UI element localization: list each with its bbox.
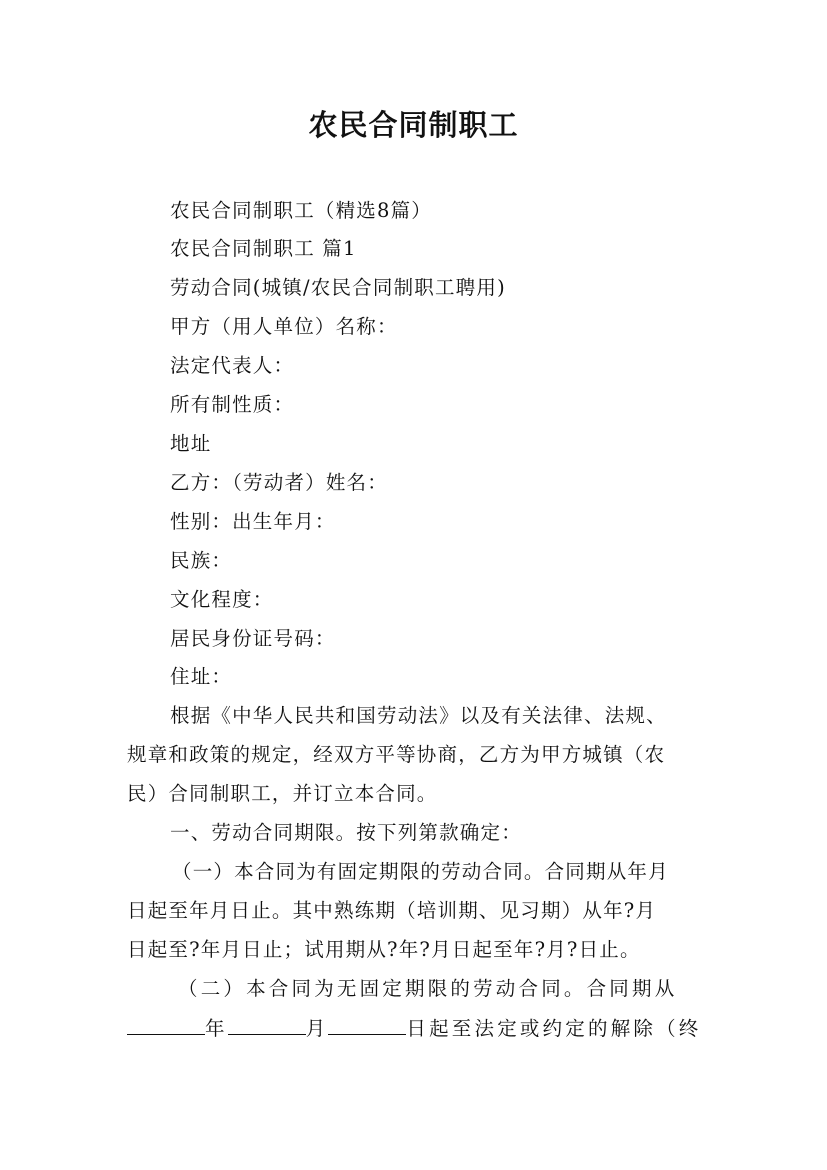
party-a-name: 甲方（用人单位）名称： <box>170 315 398 338</box>
id-number: 居民身份证号码： <box>170 627 336 650</box>
ownership-nature: 所有制性质： <box>170 393 295 416</box>
party-b-name: 乙方：（劳动者）姓名： <box>170 471 388 494</box>
date-fill-line <box>127 1016 702 1041</box>
paragraph-line: （一）本合同为有固定期限的劳动合同。合同期从年月 <box>172 860 669 883</box>
clause-heading: 一、劳动合同期限。按下列第款确定： <box>170 821 522 844</box>
paragraph-line: 日起至?年月日止；试用期从?年?月日起至年?月?日止。 <box>127 938 641 961</box>
paragraph-line: 日起至年月日止。其中熟练期（培训期、见习期）从年?月 <box>127 899 657 922</box>
gender-birth: 性别：出生年月： <box>170 510 336 533</box>
paragraph-line: 规章和政策的规定，经双方平等协商，乙方为甲方城镇（农 <box>127 743 666 766</box>
residence: 住址： <box>170 665 233 688</box>
blank-year <box>127 1016 205 1035</box>
contract-name: 劳动合同(城镇/农民合同制职工聘用) <box>170 276 506 299</box>
document-title: 农民合同制职工 <box>308 108 519 142</box>
subtitle-line: 农民合同制职工（精选8篇） <box>170 199 433 222</box>
ethnicity: 民族： <box>170 549 233 572</box>
day-clause-text: 日起至法定或约定的解除（终 <box>406 1017 702 1040</box>
year-label: 年 <box>205 1017 228 1040</box>
address-line: 地址 <box>170 432 212 455</box>
education-level: 文化程度： <box>170 588 274 611</box>
blank-day <box>328 1016 406 1035</box>
blank-month <box>228 1016 306 1035</box>
legal-representative: 法定代表人： <box>170 354 295 377</box>
month-label: 月 <box>305 1017 329 1040</box>
paragraph-line: 根据《中华人民共和国劳动法》以及有关法律、法规、 <box>170 704 667 727</box>
paragraph-line: （二）本合同为无固定期限的劳动合同。合同期从 <box>178 977 678 1000</box>
section-heading: 农民合同制职工 篇1 <box>170 237 357 260</box>
paragraph-line: 民）合同制职工，并订立本合同。 <box>127 782 438 805</box>
